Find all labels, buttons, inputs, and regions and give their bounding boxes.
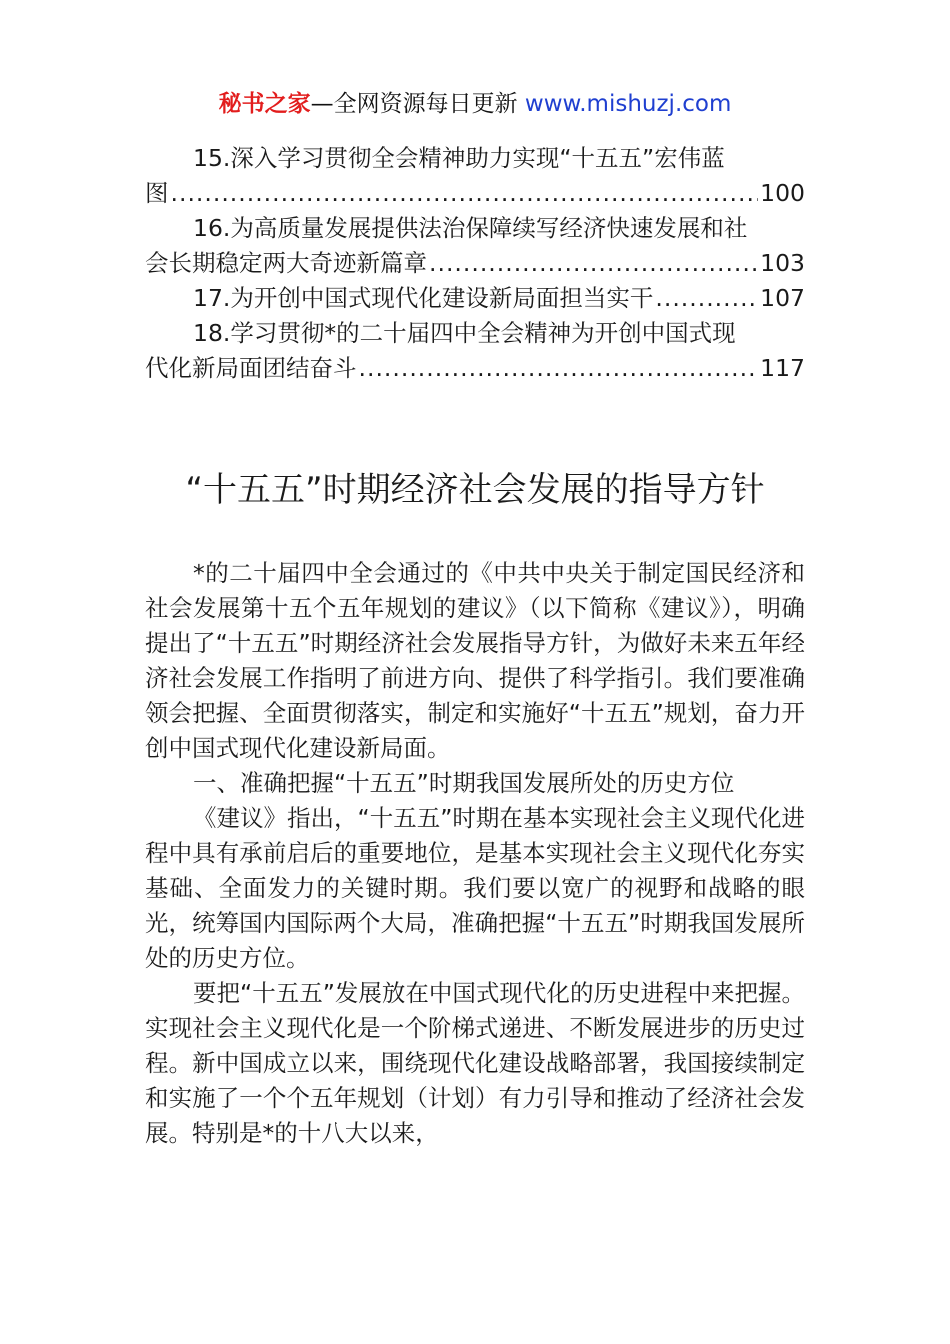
toc-item-15-tail: 图	[145, 179, 169, 207]
toc-item-18-tail: 代化新局面团结奋斗	[145, 354, 357, 382]
body-paragraph: 《建议》指出，“十五五”时期在基本实现社会主义现代化进程中具有承前启后的重要地位，是基本实现社会主义现代化夯实基础、全面发力的关键时期。我们要以宽广的视野和战略的眼光，统筹国内国际两个大局，准确把握“十五五”时期我国发展所处的历史方位。	[145, 804, 805, 972]
toc-item-16-line2[interactable]	[145, 246, 805, 281]
toc-item-18-line1[interactable]: 18.学习贯彻*的二十届四中全会精神为开创中国式现	[193, 319, 736, 347]
toc-item-16-tail: 会长期稳定两大奇迹新篇章	[145, 249, 427, 277]
toc-leader-dots	[359, 351, 759, 386]
toc-item-15-page: 100	[760, 179, 805, 207]
toc-item-18-line2[interactable]	[145, 351, 805, 386]
article-body	[145, 556, 805, 1151]
toc-item-15-line1[interactable]: 15.深入学习贯彻全会精神助力实现“十五五”宏伟蓝	[193, 144, 725, 172]
toc-item-17-title: 17.为开创中国式现代化建设新局面担当实干	[193, 284, 654, 312]
toc-leader-dots	[655, 281, 758, 316]
site-slogan: —全网资源每日更新	[310, 91, 518, 117]
article-title: “十五五”时期经济社会发展的指导方针	[185, 470, 765, 510]
toc-item-15-line2[interactable]	[145, 176, 805, 211]
toc-item-18-page: 117	[760, 354, 805, 382]
toc-leader-dots	[429, 246, 758, 281]
site-header	[0, 88, 950, 120]
section-heading: 一、准确把握“十五五”时期我国发展所处的历史方位	[193, 769, 735, 797]
body-paragraph: 要把“十五五”发展放在中国式现代化的历史进程中来把握。实现社会主义现代化是一个阶梯式递进、不断发展进步的历史过程。新中国成立以来，围绕现代化建设战略部署，我国接续制定和实施了一个个五年规划（计划）有力引导和推动了经济社会发展。特别是*的十八大以来，	[145, 979, 805, 1147]
intro-paragraph: *的二十届四中全会通过的《中共中央关于制定国民经济和社会发展第十五个五年规划的建议》（以下简称《建议》），明确提出了“十五五”时期经济社会发展指导方针，为做好未来五年经济社会发展工作指明了前进方向、提供了科学指引。我们要准确领会把握、全面贯彻落实，制定和实施好“十五五”规划，奋力开创中国式现代化建设新局面。	[145, 559, 805, 762]
table-of-contents	[145, 141, 805, 386]
toc-item-16-line1[interactable]: 16.为高质量发展提供法治保障续写经济快速发展和社	[193, 214, 748, 242]
toc-leader-dots	[171, 176, 759, 211]
toc-item-17-page: 107	[760, 284, 805, 312]
brand-name: 秘书之家	[218, 91, 311, 117]
site-url-link[interactable]: www.mishuzj.com	[524, 91, 732, 117]
toc-item-16-page: 103	[760, 249, 805, 277]
toc-item-17[interactable]	[145, 281, 805, 316]
